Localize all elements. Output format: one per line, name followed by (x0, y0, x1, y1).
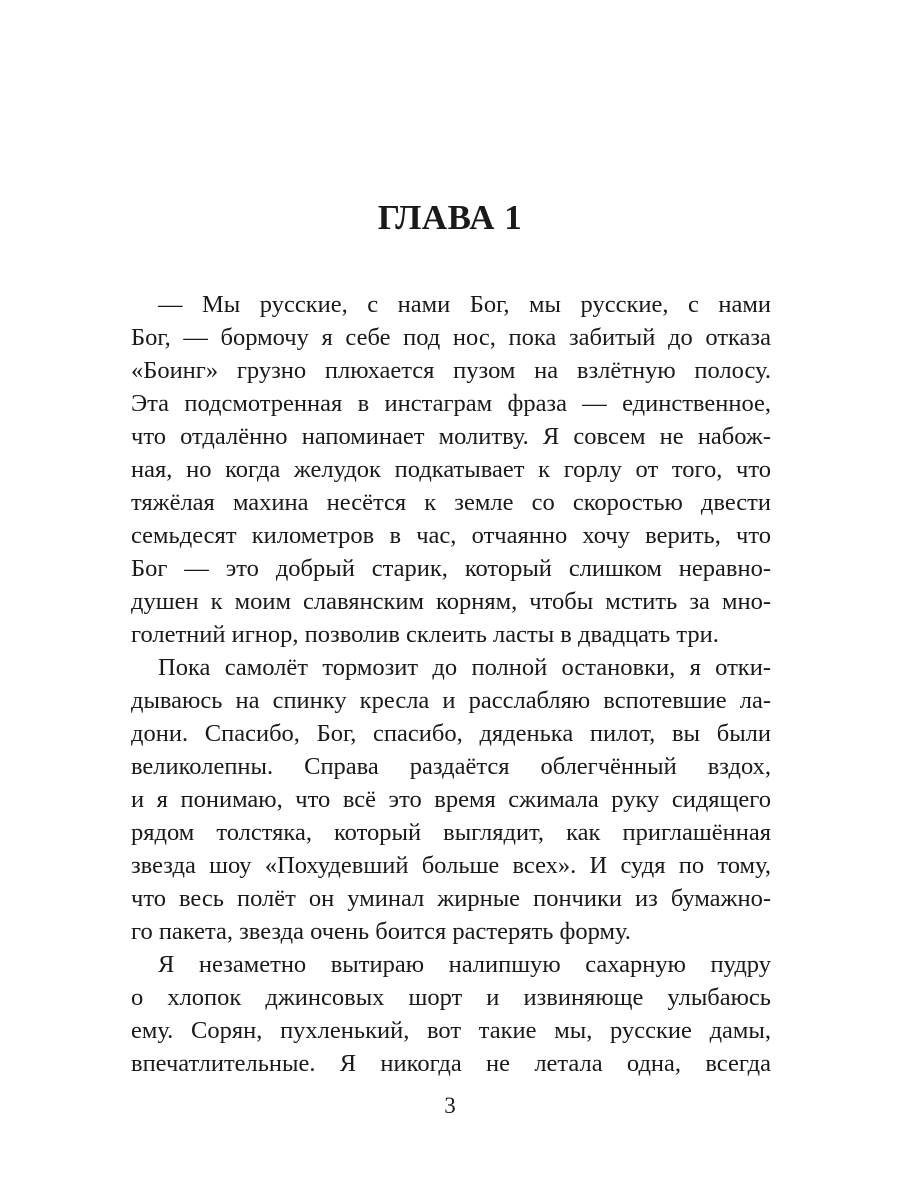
text-line: ему. Сорян, пухленький, вот такие мы, русские дамы, (131, 1017, 771, 1044)
text-line: Бог — это добрый старик, который слишком неравно- (131, 555, 771, 582)
text-line: голетний игнор, позволив склеить ласты в двадцать три. (131, 621, 719, 648)
text-line: го пакета, звезда очень боится растерять форму. (131, 918, 631, 945)
text-line: рядом толстяка, который выглядит, как приглашённая (131, 819, 771, 846)
text-line: и я понимаю, что всё это время сжимала руку сидящего (131, 786, 771, 813)
chapter-title: ГЛАВА 1 (377, 198, 523, 237)
paragraph (131, 288, 771, 651)
text-line: великолепны. Справа раздаётся облегчённый вздох, (131, 753, 771, 780)
paragraph (131, 948, 771, 1080)
text-line: душен к моим славянским корням, чтобы мстить за мно- (131, 588, 771, 615)
text-line: «Боинг» грузно плюхается пузом на взлётную полосу. (131, 357, 771, 384)
text-line: дони. Спасибо, Бог, спасибо, дяденька пилот, вы были (131, 720, 771, 747)
text-line: Пока самолёт тормозит до полной остановки, я отки- (158, 654, 771, 681)
text-line: Я незаметно вытираю налипшую сахарную пудру (158, 951, 771, 978)
text-line: — Мы русские, с нами Бог, мы русские, с нами (158, 291, 771, 318)
text-line: семьдесят километров в час, отчаянно хочу верить, что (131, 522, 771, 549)
text-line: что весь полёт он уминал жирные пончики из бумажно- (131, 885, 771, 912)
text-line: тяжёлая махина несётся к земле со скоростью двести (131, 489, 771, 516)
paragraph (131, 651, 771, 948)
text-line: ная, но когда желудок подкатывает к горлу от того, что (131, 456, 771, 483)
text-line: о хлопок джинсовых шорт и извиняюще улыбаюсь (131, 984, 771, 1011)
text-line: что отдалённо напоминает молитву. Я совсем не набож- (131, 423, 771, 450)
text-line: впечатлительные. Я никогда не летала одна, всегда (131, 1050, 771, 1077)
text-line: дываюсь на спинку кресла и расслабляю вспотевшие ла- (131, 687, 771, 714)
text-line: Эта подсмотренная в инстаграм фраза — единственное, (131, 390, 771, 417)
text-line: звезда шоу «Похудевший больше всех». И судя по тому, (131, 852, 771, 879)
text-line: Бог, — бормочу я себе под нос, пока забитый до отказа (131, 324, 771, 351)
page-number: 3 (444, 1093, 456, 1118)
body-text (131, 288, 771, 1080)
